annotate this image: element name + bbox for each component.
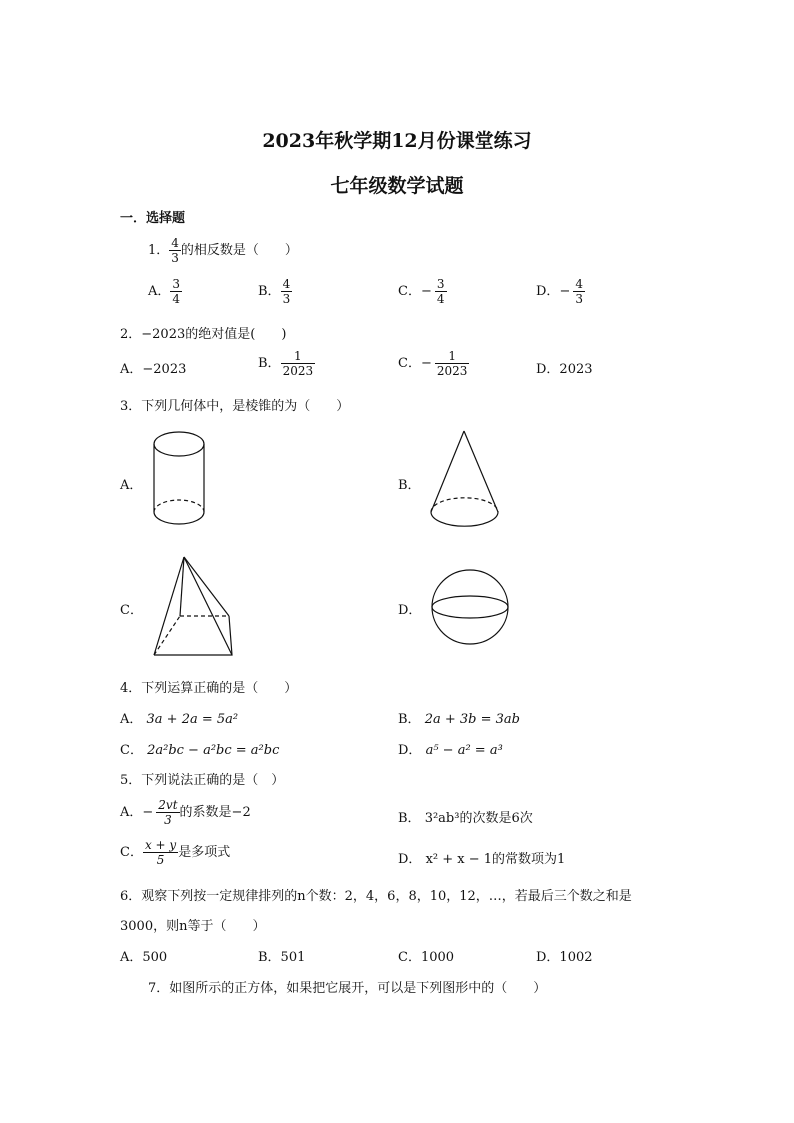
question-6-line-1: 6．观察下列按一定规律排列的n个数：2，4，6，8，10，12，…，若最后三个数之和是: [120, 889, 632, 904]
sphere-figure: [430, 568, 510, 648]
q1-number: 1．: [148, 243, 170, 258]
cylinder-figure: [150, 430, 210, 532]
q3-option-c[interactable]: C．: [120, 603, 143, 618]
q4-option-a[interactable]: A． 3a + 2a = 5a²: [120, 712, 239, 727]
q5-option-b[interactable]: B． 3²ab³的次数是6次: [398, 811, 533, 826]
question-6-line-2: 3000，则n等于（ ）: [120, 919, 266, 934]
q2-option-a[interactable]: A．−2023: [120, 362, 187, 377]
q4-option-d[interactable]: D． a⁵ − a² = a³: [398, 743, 503, 758]
section-heading: 一．选择题: [120, 211, 186, 226]
q3-option-d[interactable]: D．: [398, 603, 422, 618]
q3-option-a[interactable]: A．: [120, 478, 143, 493]
page-subtitle: 七年级数学试题: [330, 175, 464, 197]
question-5: 5．下列说法正确的是（ ）: [120, 773, 285, 788]
q5-option-a[interactable]: A．− $\frac{2vt}{3}$ 的系数是−2: [120, 798, 251, 827]
question-1: [148, 236, 298, 265]
page-title: 2023年秋学期12月份课堂练习: [262, 130, 532, 152]
question-2: 2．−2023的绝对值是( ): [120, 327, 287, 342]
q1-option-d[interactable]: D．− $\frac{4}{3}$: [536, 277, 583, 306]
q3-option-b[interactable]: B．: [398, 478, 421, 493]
q6-option-d[interactable]: D．1002: [536, 950, 593, 965]
q2-option-d[interactable]: D．2023: [536, 362, 593, 377]
q2-option-c[interactable]: C．− $\frac{1}{2023}$: [398, 349, 468, 378]
q5-option-d[interactable]: D． x² + x − 1的常数项为1: [398, 852, 566, 867]
q1-stem-fraction: $\frac{4}{3}$: [171, 236, 179, 265]
q5-option-c[interactable]: C． $\frac{x + y}{5}$ 是多项式: [120, 838, 231, 867]
q6-option-c[interactable]: C．1000: [398, 950, 455, 965]
question-3: 3．下列几何体中，是棱锥的为（ ）: [120, 399, 350, 414]
q1-option-b[interactable]: B． $\frac{4}{3}$: [258, 277, 291, 306]
q4-option-c[interactable]: C． 2a²bc − a²bc = a²bc: [120, 743, 280, 758]
cone-figure: [428, 428, 502, 532]
q6-option-b[interactable]: B．501: [258, 950, 306, 965]
pyramid-figure: [150, 553, 238, 659]
question-4: 4．下列运算正确的是（ ）: [120, 681, 298, 696]
question-7: 7．如图所示的正方体，如果把它展开，可以是下列图形中的（ ）: [148, 981, 547, 996]
q1-option-a[interactable]: A． $\frac{3}{4}$: [148, 277, 181, 306]
q4-option-b[interactable]: B． 2a + 3b = 3ab: [398, 712, 520, 727]
q2-option-b[interactable]: B． $\frac{1}{2023}$: [258, 349, 314, 378]
q6-option-a[interactable]: A．500: [120, 950, 168, 965]
q1-stem-text: 的相反数是（ ）: [180, 243, 298, 258]
q1-option-c[interactable]: C．− $\frac{3}{4}$: [398, 277, 445, 306]
